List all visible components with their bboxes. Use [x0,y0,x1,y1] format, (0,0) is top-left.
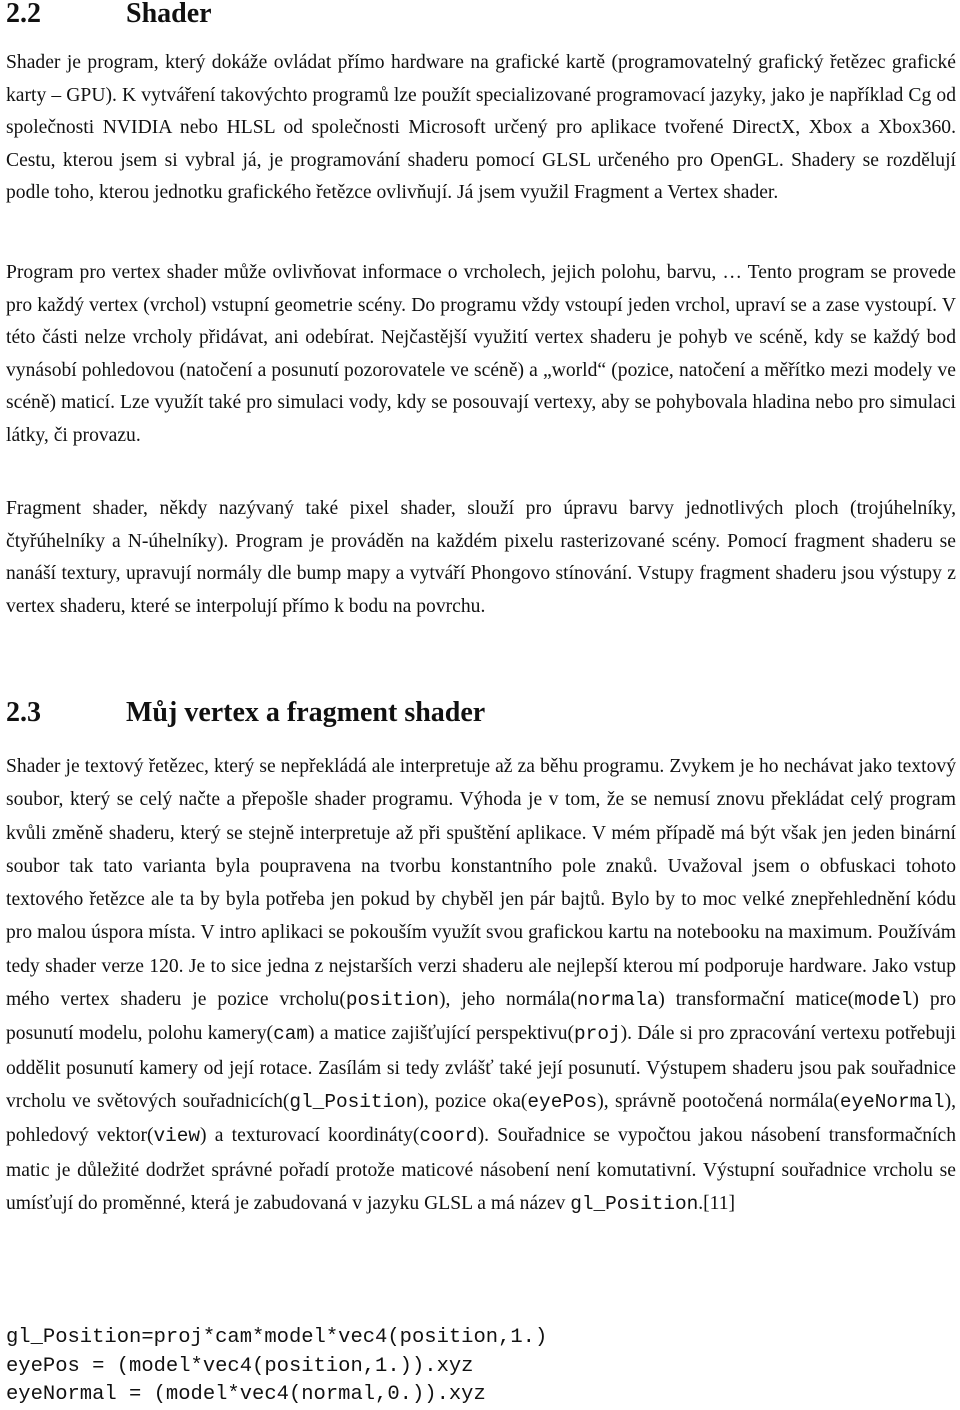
code-coord: coord [419,1125,478,1148]
code-model: model [854,989,913,1012]
code-normala: normala [576,989,659,1012]
code-eyepos: eyePos [527,1090,598,1113]
section-title: Můj vertex a fragment shader [126,697,486,728]
section-number: 2.2 [6,0,41,29]
code-line: eyeNormal = (model*vec4(normal,0.)).xyz [6,1383,486,1406]
text-run: ) transformační matice( [658,989,855,1011]
section-title: Shader [126,0,212,29]
text-run: ). Souřadnice se vypočtou jakou násobení transformačních matic je důležité dodržet správné pořadí protože maticové násobení není komutativní. Výstupní souřadnice vrcholu se umísťují do proměnné, která je zabudovaná v jazyku GLSL a má název [6,1125,957,1214]
code-position: position [345,989,439,1012]
paragraph-shader-intro: Shader je program, který dokáže ovládat přímo hardware na grafické kartě (programovatelný grafický řetězec grafické karty – GPU). K vytváření takovýchto programů lze použít specializované programovací jazyky, jako je například Cg od společnosti NVIDIA nebo HLSL od společnosti Microsoft určený pro aplikace tvořené DirectX, Xbox a Xbox360. Cestu, kterou jsem si vybral já, je programování shaderu pomocí GLSL určeného pro OpenGL. Shadery se rozdělují podle toho, kterou jednotku grafického řetězce ovlivňují. Já jsem využil Fragment a Vertex shader. [6,52,956,203]
text-run: ) pro posunutí modelu, polohu kamery( [6,989,957,1045]
section-heading-2-2 [6,0,212,30]
code-line: eyePos = (model*vec4(position,1.)).xyz [6,1354,474,1378]
code-block [6,1324,547,1410]
text-run: ), pohledový vektor( [6,1090,956,1147]
text-run: ). Dále si pro zpracování vertexu potřebuji oddělit posunutí kamery od její rotace. Zasílám si tedy zvlášť také její posunutí. Výstupem shaderu jsou pak souřadnice vrcholu ve světových souřadnicích( [6,1023,956,1112]
text-run: Shader je textový řetězec, který se nepřekládá ale interpretuje až za běhu programu. Zvykem je ho nechávat jako textový soubor, který se celý načte a přepošle shader programu. Výhoda je v tom, že se nemusí znovu překládat celý program kvůli změně shaderu, který se stejně interpretuje až při spuštění aplikace. V mém případě má být však jen jeden binární soubor tak tato varianta byla poupravena na tvorbu konstantního pole znaků. Uvažoval jsem o obfuskaci tohoto textového řetězce ale ta by byla potřeba jen pokud by chyběl jen pár bajtů. Bylo by to moc velké znepřehlednění kódu pro malou úspora místa. V intro aplikaci se pokouším využít svou grafickou kartu na notebooku na maximum. Používám tedy shader verze 120. Je to sice jedna z nejstarších verzi shaderu ale nejlepší kterou mí podporuje hardware. Jako vstup mého vertex shaderu je pozice vrcholu( [6,756,956,1011]
code-cam: cam [273,1023,308,1046]
text-run: ), jeho normála( [438,989,577,1011]
section-number: 2.3 [6,697,41,728]
text-run: ), správně pootočená normála( [597,1090,840,1112]
code-proj: proj [574,1023,621,1046]
paragraph-fragment-shader: Fragment shader, někdy nazývaný také pixel shader, slouží pro úpravu barvy jednotlivých ploch (trojúhelníky, čtyřúhelníky a N-úhelníky). Program je prováděn na každém pixelu rasterizované scény. Pomocí fragment shaderu se nanáší textury, upravují normály dle bump mapy a vytváří Phongovo stínování. Vstupy fragment shaderu jsou výstupy z vertex shaderu, které se interpolují přímo k bodu na povrchu. [6,498,956,617]
text-run: ) a matice zajišťující perspektivu( [307,1023,575,1045]
code-eyenormal: eyeNormal [839,1090,945,1113]
paragraph-vertex-shader: Program pro vertex shader může ovlivňovat informace o vrcholech, jejich polohu, barvu, … Tento program se provede pro každý vertex (vrchol) vstupní geometrie scény. Do programu vždy vstoupí jeden vrchol, upraví se a zase vystoupí. V této části nelze vrcholy přidávat, ani odebírat. Nejčastější využití vertex shaderu je pohyb ve scéně, kdy se každý bod vynásobí pohledovou (natočení a posunutí pozorovatele ve scéně) a „world“ (pozice, natočení a měřítko mezi modely ve scéně) maticí. Lze využít také pro simulaci vody, kdy se posouvají vertexy, aby se pohybovala hladina nebo pro simulaci látky, či provazu. [6,262,956,446]
code-view: view [153,1125,201,1148]
text-run: ), pozice oka( [417,1090,528,1112]
code-line: gl_Position=proj*cam*model*vec4(position,1.) [6,1326,548,1349]
text-run: .[11] [698,1192,736,1214]
paragraph-my-shader [6,750,956,1221]
code-gl-position-final: gl_Position [570,1192,699,1215]
code-gl-position: gl_Position [289,1090,418,1113]
text-run: ) a texturovací koordináty( [200,1125,420,1147]
section-heading-2-3 [6,697,485,729]
